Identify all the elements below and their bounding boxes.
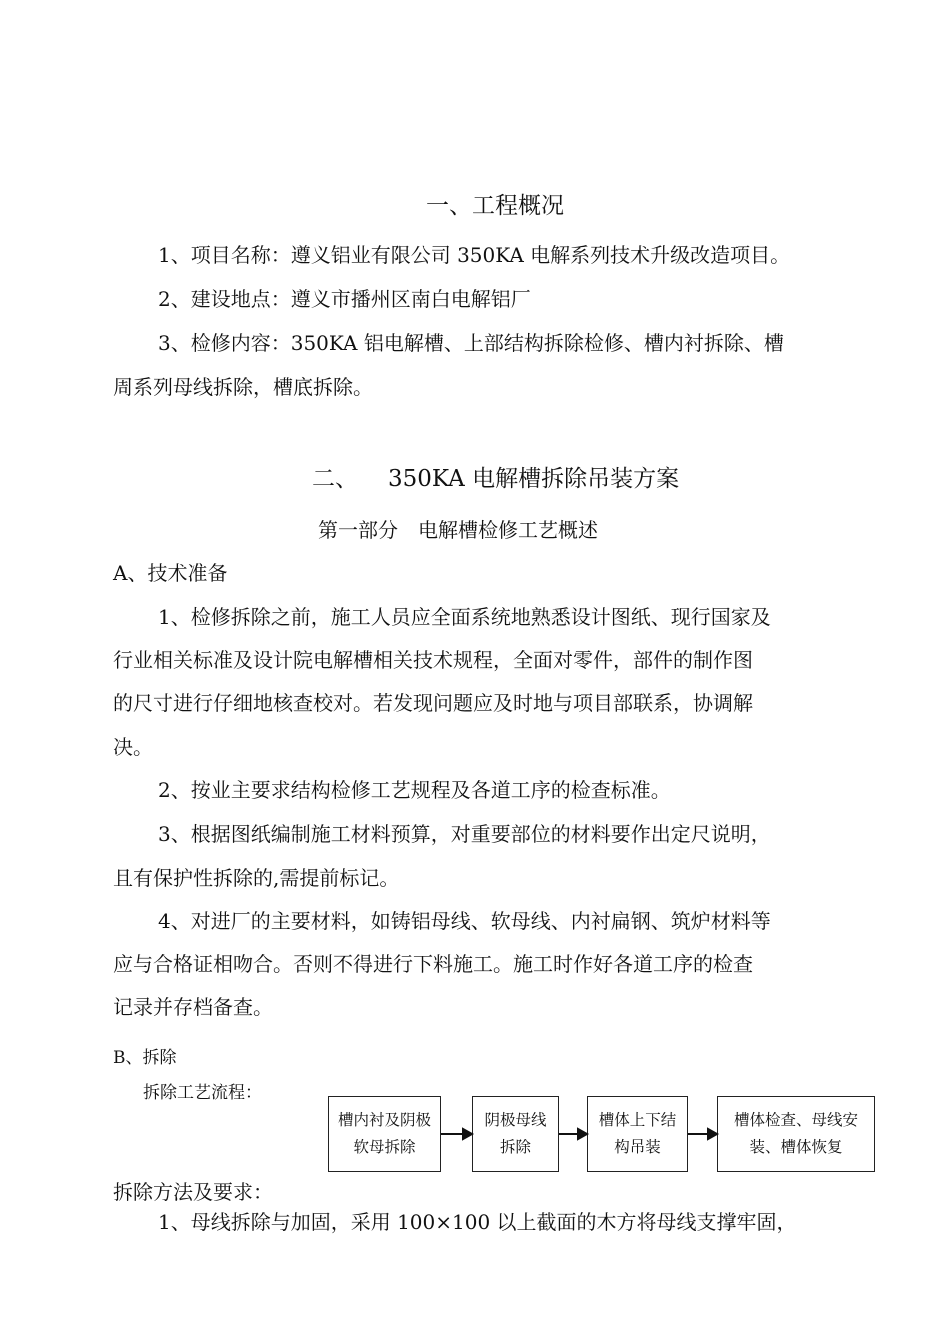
a1-line1: 1、检修拆除之前，施工人员应全面系统地熟悉设计图纸、现行国家及: [158, 605, 771, 629]
a1-line3: 的尺寸进行仔细地核查校对。若发现问题应及时地与项目部联系，协调解: [113, 691, 753, 715]
a1-line4: 决。: [113, 735, 153, 759]
flow-arrow-2-head: [578, 1129, 587, 1139]
section1-item2: 2、建设地点：遵义市播州区南白电解铝厂: [158, 287, 531, 311]
a2-line1: 2、按业主要求结构检修工艺规程及各道工序的检查标准。: [158, 778, 671, 802]
a4-line2: 应与合格证相吻合。否则不得进行下料施工。施工时作好各道工序的检查: [113, 952, 753, 976]
flow-step-1-label: 槽内衬及阴极软母拆除: [337, 1111, 431, 1156]
flow-step-3-label: 槽体上下结构吊装: [598, 1111, 677, 1156]
section1-item3-line2: 周系列母线拆除，槽底拆除。: [113, 375, 373, 399]
a1-line2: 行业相关标准及设计院电解槽相关技术规程，全面对零件，部件的制作图: [113, 648, 753, 672]
part1-title: 第一部分 电解槽检修工艺概述: [318, 518, 598, 542]
flow-arrow-1-head: [463, 1129, 472, 1139]
flow-arrow-3-head: [708, 1129, 717, 1139]
a4-line3: 记录并存档备查。: [113, 995, 273, 1019]
section-a-heading: A、技术准备: [113, 561, 228, 585]
method1-line1: 1、母线拆除与加固，采用 100×100 以上截面的木方将母线支撑牢固，: [158, 1210, 797, 1234]
section2-title-text: 350KA 电解槽拆除吊装方案: [388, 466, 680, 492]
a3-line2: 且有保护性拆除的,需提前标记。: [113, 866, 400, 890]
a4-line1: 4、对进厂的主要材料，如铸铝母线、软母线、内衬扁钢、筑炉材料等: [158, 909, 771, 933]
flow-step-2-label: 阴极母线拆除: [484, 1111, 547, 1156]
flow-label: 拆除工艺流程：: [143, 1083, 262, 1103]
a3-line1: 3、根据图纸编制施工材料预算，对重要部位的材料要作出定尺说明，: [158, 822, 771, 846]
section1-title: 一、工程概况: [426, 193, 564, 219]
section1-item3-line1: 3、检修内容：350KA 铝电解槽、上部结构拆除检修、槽内衬拆除、槽: [158, 331, 784, 355]
section-b-heading: B、拆除: [113, 1048, 177, 1068]
method-heading: 拆除方法及要求：: [113, 1180, 273, 1204]
section1-item1: 1、项目名称：遵义铝业有限公司 350KA 电解系列技术升级改造项目。: [158, 243, 791, 267]
section2-title-number: 二、: [312, 466, 358, 492]
flow-step-4-label: 槽体检查、母线安装、槽体恢复: [733, 1111, 858, 1156]
